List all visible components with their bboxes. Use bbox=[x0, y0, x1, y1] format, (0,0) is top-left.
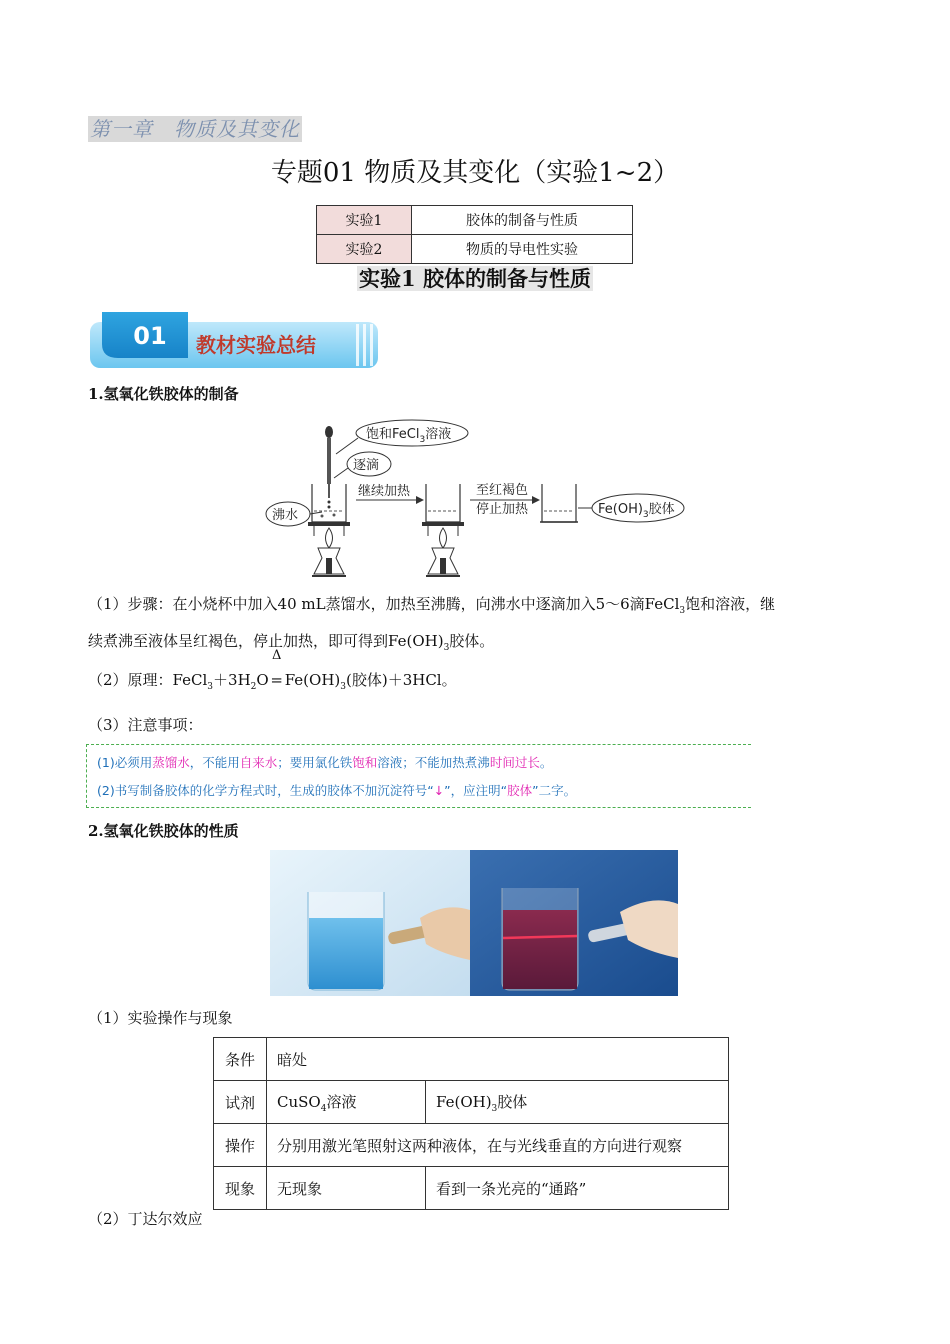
section1-heading: 1.氢氧化铁胶体的制备 bbox=[88, 385, 239, 403]
row-value-condition: 暗处 bbox=[267, 1038, 729, 1081]
tyndall-label: （2）丁达尔效应 bbox=[88, 1210, 203, 1228]
phenomenon-cuso4: 无现象 bbox=[267, 1167, 426, 1210]
section2-heading: 2.氢氧化铁胶体的性质 bbox=[88, 822, 239, 840]
cuso4-beaker-icon bbox=[308, 892, 384, 990]
toc-value-2: 物质的导电性实验 bbox=[412, 235, 633, 264]
svg-text:饱和FeCl3溶液: 饱和FeCl$_3$溶液 bbox=[366, 427, 452, 445]
table-row bbox=[214, 1081, 729, 1124]
principle-equation: （2）原理：$FeCl_3+3H_2O$ Δ = $Fe(OH)_3$(胶体)＋3HCl。 bbox=[88, 648, 457, 692]
properties-table bbox=[213, 1037, 729, 1210]
tyndall-photo bbox=[270, 850, 678, 996]
banner-text: 教材实验总结 bbox=[196, 333, 316, 357]
phenomenon-feoh3: 看到一条光亮的“通路” bbox=[426, 1167, 729, 1210]
row-key-phenomenon: 现象 bbox=[214, 1167, 267, 1210]
note-2: (2)书写制备胶体的化学方程式时，生成的胶体不加沉淀符号“↓”，应注明“胶体”二字。 bbox=[97, 783, 577, 798]
toc-key-2: 实验2 bbox=[317, 235, 412, 264]
row-value-operation: 分别用激光笔照射这两种液体，在与光线垂直的方向进行观察 bbox=[267, 1124, 729, 1167]
table-row bbox=[214, 1124, 729, 1167]
colloid-beaker-icon bbox=[502, 888, 578, 990]
svg-text:沸水: 沸水 bbox=[272, 508, 299, 523]
toc-value-1: 胶体的制备与性质 bbox=[412, 206, 633, 235]
beaker-2-icon bbox=[422, 484, 464, 576]
row-key-operation: 操作 bbox=[214, 1124, 267, 1167]
reagent-feoh3: $Fe(OH)_3$胶体 bbox=[426, 1081, 729, 1124]
row-key-reagent: 试剂 bbox=[214, 1081, 267, 1124]
section-banner bbox=[88, 308, 380, 370]
svg-text:逐滴: 逐滴 bbox=[353, 458, 380, 473]
svg-text:Fe(OH)3胶体: $Fe(OH)_3$胶体 bbox=[598, 502, 675, 520]
row-key-condition: 条件 bbox=[214, 1038, 267, 1081]
svg-text:至红褐色: 至红褐色 bbox=[476, 483, 529, 498]
notes-box bbox=[86, 744, 751, 808]
apparatus-diagram bbox=[262, 416, 692, 586]
experiment-subtitle: 实验1 胶体的制备与性质 bbox=[359, 266, 591, 291]
toc-key-1: 实验1 bbox=[317, 206, 412, 235]
table-row bbox=[214, 1038, 729, 1081]
beaker-3-icon bbox=[540, 484, 578, 522]
dropper-icon bbox=[325, 426, 333, 509]
operation-label: （1）实验操作与现象 bbox=[88, 1009, 233, 1027]
page-title: 专题01 物质及其变化（实验1~2） bbox=[270, 158, 680, 188]
notes-label: （3）注意事项： bbox=[88, 716, 203, 734]
steps-paragraph: （1）步骤：在小烧杯中加入40 mL蒸馏水，加热至沸腾，向沸水中逐滴加入5～6滴FeCl$_3$饱和溶液，继 续煮沸至液体呈红褐色，停止加热，即可得到$Fe(OH)_3$胶体。 bbox=[88, 595, 776, 653]
svg-text:继续加热: 继续加热 bbox=[358, 484, 411, 499]
reagent-cuso4: CuSO$_4$溶液 bbox=[267, 1081, 426, 1124]
chapter-heading: 第一章 物质及其变化 bbox=[90, 117, 300, 141]
svg-text:停止加热: 停止加热 bbox=[476, 502, 529, 517]
note-1: (1)必须用蒸馏水，不能用自来水；要用氯化铁饱和溶液；不能加热煮沸时间过长。 bbox=[97, 755, 553, 770]
experiment-index-table bbox=[316, 205, 633, 264]
banner-number: 01 bbox=[133, 322, 167, 350]
